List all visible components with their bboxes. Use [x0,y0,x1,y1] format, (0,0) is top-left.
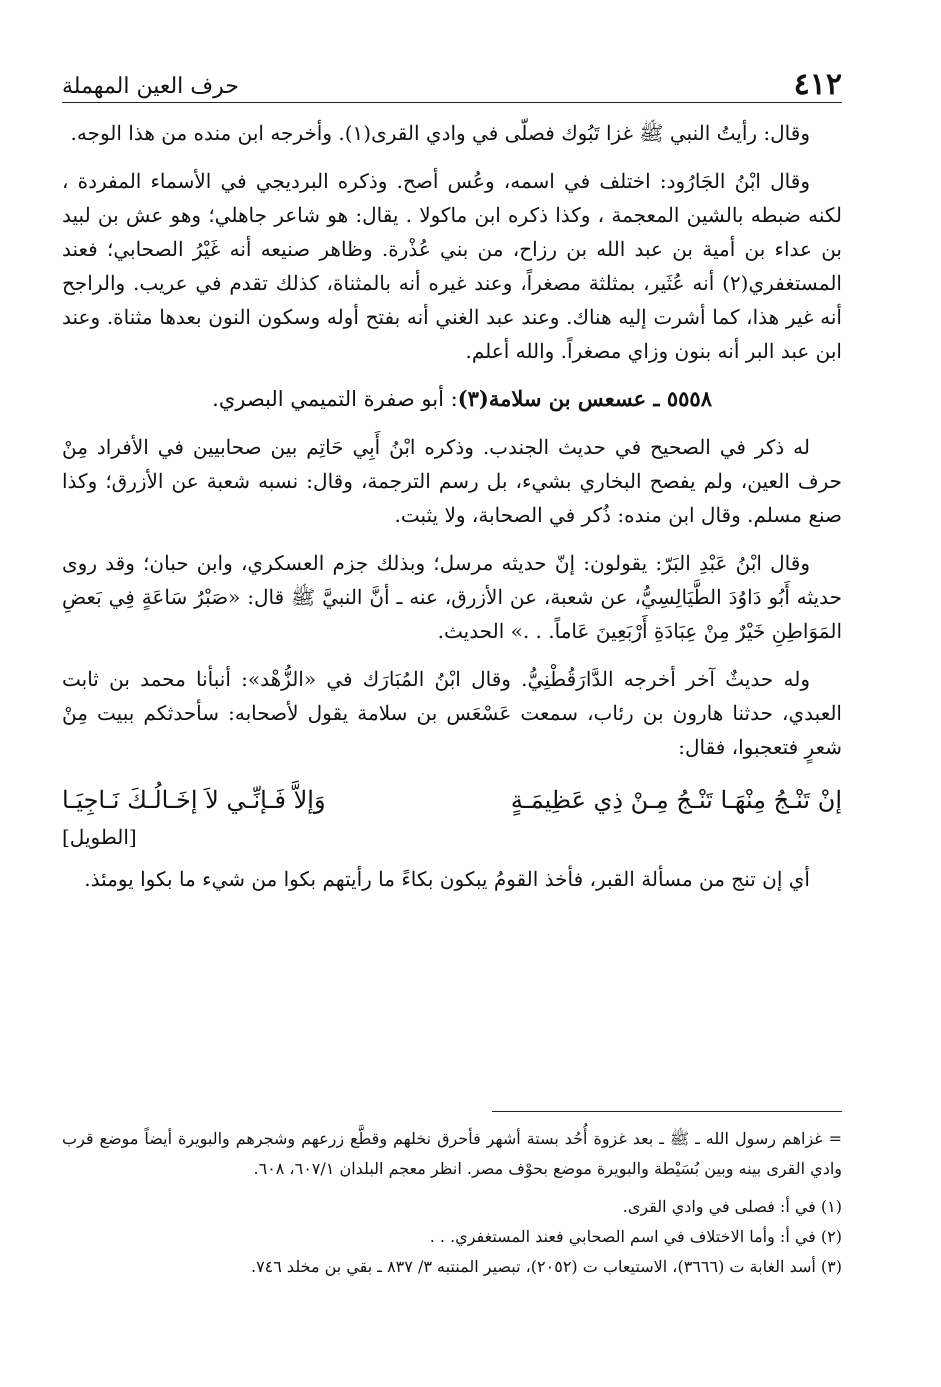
poem-first-hemistich: إنْ تَنْـجُ مِنْهَـا تَنْـجُ مِـنْ ذِي عَظِيمَـةٍ [510,786,842,814]
paragraph: وقال ابْنُ الجَارُود: اختلف في اسمه، وعُس أصح. وذكره البرديجي في الأسماء المفردة ، لكنه ضبطه بالشين المعجمة ، وكذا ذكره ابن ماكولا . يقال: هو شاعر جاهلي؛ وهو عش بن لبيد بن عداء بن أمية بن عبد الله بن رزاح، من بني عُذْرة. وظاهر صنيعه أنه غَيْرُ الصحابي؛ فعند المستغفري(٢) أنه عُثَير، بمثلثة مصغراً، وعند غيره أنه بالمثناة، كذلك تقدم في عريب. والراجح أنه غير هذا، كما أشرت إليه هناك. وعند عبد الغني أنه بفتح أوله وسكون النون بعدها مثناة. وعند ابن عبد البر أنه بنون وزاي مصغراً. والله أعلم. [62,169,842,363]
entry-number: ٥٥٥٨ ـ عسعس بن سلامة(٣) [457,386,712,411]
footnote: (٣) أسد الغابة ت (٣٦٦٦)، الاستيعاب ت (٢٠٥٢)، تبصير المنتبه ٣/ ٨٣٧ ـ بقي بن مخلد ٧٤٦. [250,1257,842,1276]
paragraph: أي إن تنج من مسألة القبر، فأخذ القومُ يبكون بكاءً ما رأيتهم بكوا من شيء ما بكوا يومئذ. [84,867,810,891]
paragraph: وقال ابْنُ عَبْدِ البَرّ: يقولون: إنّ حديثه مرسل؛ وبذلك جزم العسكري، وابن حبان؛ وقد روى حديثه أَبُو دَاوُدَ الطَّيَالِسِيُّ، عن شعبة، عن الأزرق، عنه ـ أنَّ النبيَّ ﷺ قال: «صَبْرُ سَاعَةٍ فِي بَعضِ المَوَاطِنِ خَيْرٌ مِنْ عِبَادَةِ أَرْبَعِينَ عَاماً. . .» الحديث. [62,551,842,643]
footnotes [62,1124,842,1282]
poem-verse [62,778,842,822]
entry-heading [62,382,842,416]
footnote-continuation: = غزاهم رسول الله ـ ﷺ ـ بعد غزوة أُحُد بستة أشهر فأحرق نخلهم وقطَّع زرعهم وشجرهم والبويرة أيضاً موضع قرب وادي القرى بينه وبين بُسَيْطة والبويرة موضع بحوْف مصر. انظر معجم البلدان ٦٠٧/١، ٦٠٨. [62,1129,842,1178]
paragraph: وقال: رأيتُ النبي ﷺ غزا تَبُوك فصلّى في وادي القرى(١). وأخرجه ابن منده من هذا الوجه. [70,121,810,145]
entry-description: : أبو صفرة التميمي البصري. [212,387,458,411]
footnote-divider [492,1111,842,1112]
poem-meter: [الطويل] [62,825,137,849]
poem-second-hemistich: وَإلاَّ فَـإنِّـي لاَ إخَـالُـكَ نَـاجِيَـا [62,786,326,814]
running-header [62,62,842,103]
footnote: (١) في أ: فصلى في وادي القرى. [622,1197,842,1216]
paragraph: وله حديثٌ آخر أخرجه الدَّارَقُطْنِيُّ. وقال ابْنُ المُبَارَك في «الزُّهْد»: أنبأنا محمد بن ثابت العبدي، حدثنا هارون بن رئاب، سمعت عَسْعَس بن سلامة يقول لأصحابه: سأحدثكم ببيت مِنْ شعرٍ فتعجبوا، فقال: [62,667,842,759]
paragraph: له ذكر في الصحيح في حديث الجندب. وذكره ابْنُ أَبِي حَاتِم بين صحابيين في الأفراد مِنْ حرف العين، ولم يفصح البخاري بشيء، بل رسم الترجمة، وقال: نسبه شعبة عن الأزرق؛ وكذا صنع مسلم. وقال ابن منده: ذُكر في الصحابة، ولا يثبت. [62,435,842,527]
page-number: ٤١٢ [793,67,842,102]
main-text [62,116,842,910]
footnote: (٢) في أ: وأما الاختلاف في اسم الصحابي فعند المستغفري. . . [429,1227,842,1246]
chapter-title: حرف العين المهملة [62,74,239,99]
